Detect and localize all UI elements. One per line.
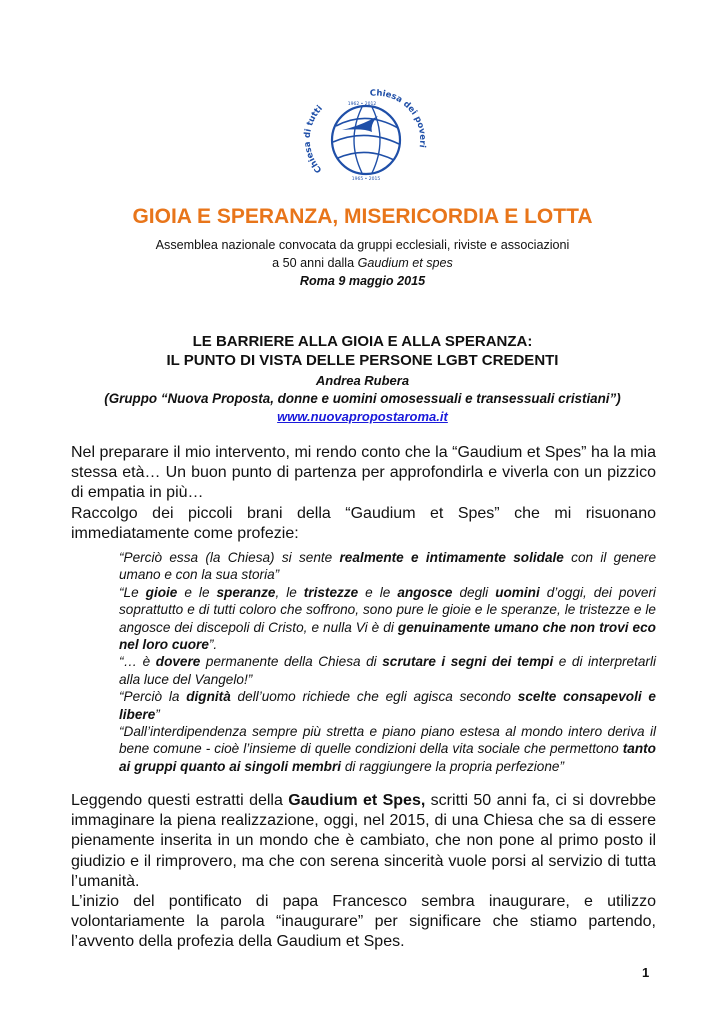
quote-text: ” <box>155 706 160 722</box>
quote-text: e di interpretarli alla luce del Vangelo!” <box>119 654 656 687</box>
quote-text: “Dall’interdipendenza sempre più stretta e piano piano estesa al mondo intero deriva il bene comune - cioè l’insieme di quelle condizioni della vita sociale che permettono <box>119 724 656 757</box>
logo-arc-left-text: Chiesa di tutti <box>302 103 325 175</box>
quote-emphasis: angosce <box>397 584 453 600</box>
quote-text: d’oggi, dei poveri soprattutto e di tutti coloro che soffrono, sono pure le gioie e le speranze, le tristezze e le angosce dei discepoli di Cristo, e nulla Vi è di <box>119 584 656 635</box>
svg-text:Chiesa dei poveri <box>369 88 427 148</box>
quote-5 <box>119 723 656 775</box>
quote-text: con il genere umano e con la sua storia” <box>119 550 657 583</box>
quotes-block <box>119 549 656 775</box>
logo-arc-right-text: Chiesa dei poveri <box>369 88 428 149</box>
quote-1 <box>119 549 656 584</box>
quote-emphasis: genuinamente umano che non trovi eco nel loro cuore <box>119 619 656 653</box>
quote-text: ”. <box>208 637 218 653</box>
svg-text:Chiesa di tutti <box>303 104 325 175</box>
paragraph-text: scritti 50 anni fa, ci si dovrebbe immaginare la piena realizzazione, oggi, nel 2015, di una Chiesa che sa di essere pienamente inserita in un mondo che è cambiato, che non pone al primo posto il giudizio e il rimprovero, ma che con serena sincerità vuole porsi al servizio di tutta l’umanità. <box>71 792 657 890</box>
quote-emphasis: speranze <box>216 584 276 600</box>
paragraph-text: Leggendo questi estratti della <box>71 792 289 809</box>
quote-text: dell’uomo richiede che egli agisca secondo <box>230 689 518 705</box>
quote-emphasis: gioie <box>145 584 178 600</box>
quote-emphasis: scrutare i segni dei tempi <box>382 654 554 670</box>
logo-years-top: 1962 • 2012 <box>347 102 377 107</box>
quote-3 <box>119 653 656 688</box>
paragraph-emphasis: Gaudium et Spes, <box>288 792 426 809</box>
event-subtitle: Assemblea nazionale convocata da gruppi ecclesiali, riviste e associazioni <box>155 238 570 252</box>
event-title: GIOIA E SPERANZA, MISERICORDIA E LOTTA <box>132 205 593 228</box>
quote-emphasis: dovere <box>155 654 201 670</box>
reflection-paragraph-1 <box>71 791 656 892</box>
quote-text: “Le <box>119 584 146 600</box>
anniversary-document: Gaudium et spes <box>357 256 453 270</box>
event-anniversary <box>0 256 725 270</box>
logo-years-bottom: 1965 • 2015 <box>351 177 381 182</box>
quote-text: “Perciò essa (la Chiesa) si sente <box>119 550 340 565</box>
reflection-section <box>71 791 656 953</box>
quote-text: “… è <box>119 654 156 670</box>
quote-emphasis: uomini <box>495 584 540 600</box>
quote-2 <box>119 584 656 654</box>
quote-emphasis: scelte consapevoli e libere <box>119 689 656 722</box>
quote-text: permanente della Chiesa di <box>200 654 383 670</box>
talk-group: (Gruppo “Nuova Proposta, donne e uomini omosessuali e transessuali cristiani”) <box>104 391 621 406</box>
quote-emphasis: tristezze <box>303 584 359 600</box>
intro-paragraph-2: Raccolgo dei piccoli brani della “Gaudium et Spes” che mi risuonano immediatamente come profezie: <box>71 504 656 542</box>
quote-4 <box>119 688 656 723</box>
quote-text: , le <box>275 584 304 600</box>
event-date-place: Roma 9 maggio 2015 <box>299 274 426 288</box>
website-link[interactable]: www.nuovapropostaroma.it <box>277 409 448 424</box>
intro-section <box>71 443 656 544</box>
talk-title-line-1: LE BARRIERE ALLA GIOIA E ALLA SPERANZA: <box>192 333 533 350</box>
quote-text: e le <box>177 584 217 600</box>
quote-emphasis: dignità <box>186 689 231 705</box>
logo-globe-icon <box>300 80 430 198</box>
talk-title-line-2: IL PUNTO DI VISTA DELLE PERSONE LGBT CREDENTI <box>166 352 559 369</box>
quote-text: “Perciò la <box>119 689 187 705</box>
quote-text: di raggiungere la propria perfezione” <box>341 758 564 774</box>
quote-emphasis: tanto ai gruppi quanto ai singoli membri <box>119 741 656 774</box>
reflection-paragraph-2: L’inizio del pontificato di papa Francesco sembra inaugurare, e utilizzo volontariamente la parola “inaugurare” per significare che stiamo partendo, l’avvento della profezia della Gaudium et Spes. <box>71 893 656 951</box>
logo <box>300 80 430 198</box>
quote-text: degli <box>452 584 496 600</box>
intro-paragraph-1: Nel preparare il mio intervento, mi rendo conto che la “Gaudium et Spes” ha la mia stessa età… Un buon punto di partenza per approfondirla e viverla con un pizzico di empatia in più… <box>71 444 656 502</box>
talk-author: Andrea Rubera <box>315 373 410 388</box>
quote-emphasis: realmente e intimamente solidale <box>339 550 564 565</box>
page-number: 1 <box>642 965 650 980</box>
quote-text: e le <box>358 584 398 600</box>
anniversary-prefix: a 50 anni dalla <box>272 256 358 270</box>
